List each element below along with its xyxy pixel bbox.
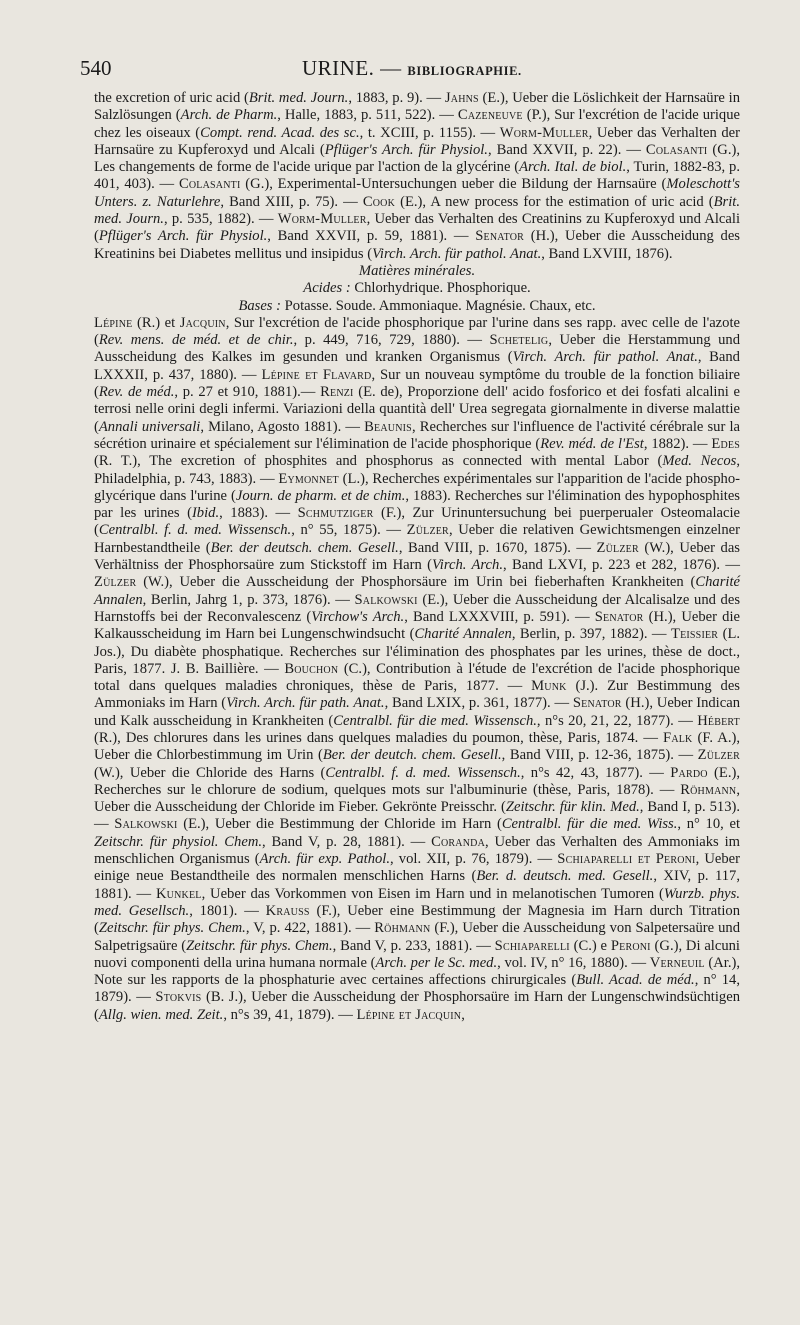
citation-text: , Ueber die relativen Gewichtsmengen einzelner Harnbestandtheile (: [94, 522, 740, 556]
citation-text: (F. A.), Ueber die Chlorbestimmung im Urin (: [94, 729, 740, 764]
journal-title: Centralbl. f. d. med. Wissensch.: [325, 764, 521, 781]
author-name: Krauss: [265, 902, 310, 919]
author-name: Beaunis: [364, 418, 412, 435]
citation-text: (E.), A new process for the estimation of uric acid (: [395, 193, 714, 210]
author-name: Lépine et Jacquin: [356, 1006, 462, 1023]
journal-title: Med. Necos: [662, 453, 737, 470]
journal-title: Bull. Acad. de méd.: [576, 972, 695, 989]
citation-text: (L. Jos.), Du diabète phosphatique. Recherches sur l'élimination des phosphates par les urines, thèse de doct., Paris, 1877. J. B. Baillière. —: [94, 626, 741, 677]
citation-text: (R.), Des chlorures dans les urines dans quelques maladies du poumon, thèse, Paris, 1874. —: [94, 729, 664, 746]
citation-text: , Recherches sur l'influence de l'activité cérébrale sur la sécrétion urinaire et spécialement sur l'élimination de l'acide phosphorique (: [94, 418, 741, 452]
author-name: Schiaparelli et Peroni: [557, 851, 696, 868]
citation-text: the excretion of uric acid (: [94, 90, 249, 106]
author-name: Edes: [711, 435, 740, 452]
citation-text: , XIV, p. 117, 1881). —: [94, 868, 740, 902]
bibliography-paragraph-uric-acid: [94, 90, 740, 263]
journal-title: Centralbl. f. d. med. Wissensch.: [98, 522, 292, 539]
author-name: Kunkel: [155, 885, 202, 902]
author-name: Munk: [531, 678, 567, 695]
citation-text: (E. de), Proporzione dell' acido fosforico et dei fosfati alcalini e terrosi nelle orini degli infermi. Variazioni della quantità dell' Urea segregata giornalmente in diverse malattie (: [94, 384, 740, 435]
author-name: Peroni: [610, 937, 651, 954]
bases-label: Bases :: [238, 297, 281, 314]
citation-text: (H.), Ueber die Ausscheidung des Kreatinins bei Diabetes mellitus und insipidus (: [94, 228, 740, 262]
author-name: Zülzer: [94, 574, 137, 591]
citation-text: , t. XCIII, p. 1155). —: [359, 124, 500, 141]
journal-title: Ber. der deutch. chem. Gesell.: [322, 747, 502, 764]
journal-title: Charité Annalen: [94, 574, 740, 608]
citation-text: , Band VIII, p. 12-36, 1875). —: [501, 747, 698, 764]
journal-title: Ibid.: [191, 505, 220, 522]
journal-title: Ber. d. deutsch. med. Gesell.: [476, 868, 654, 885]
citation-text: , Band LXXXII, p. 437, 1880). —: [94, 349, 740, 383]
citation-text: , Ueber das Verhalten des Creatinins zu Kupferoxyd und Alcali (: [94, 211, 740, 245]
journal-title: Virch. Arch. für path. Anat.: [226, 695, 385, 712]
citation-text: ,: [461, 1006, 465, 1023]
journal-title: Pflüger's Arch. für Physiol.: [324, 141, 488, 158]
journal-title: Pflüger's Arch. für Physiol.: [98, 228, 268, 245]
journal-title: Brit. med. Journ.: [94, 193, 740, 228]
citation-text: (F.), Ueber eine Bestimmung der Magnesia im Harn durch Titration (: [94, 902, 740, 937]
journal-title: Virch. Arch. für pathol. Anat.: [372, 245, 542, 262]
citation-text: , Band LXIX, p. 361, 1877). —: [384, 695, 573, 712]
author-name: Coranda: [431, 833, 485, 850]
citation-text: , Ueber das Verhalten des Ammoniaks im menschlichen Organismus (: [94, 833, 741, 868]
section-heading: Matières minérales.: [358, 262, 476, 279]
citation-text: (F.), Zur Urinuntersuchung bei puerperualer Osteomalacie (: [94, 505, 740, 539]
author-name: Lépine: [94, 314, 133, 331]
citation-text: , p. 535, 1882). —: [163, 211, 278, 228]
acides-line: [94, 280, 740, 297]
journal-title: Ber. der deutsch. chem. Gesell.: [210, 539, 399, 556]
citation-text: , p. 27 et 910, 1881).—: [174, 384, 321, 401]
bibliography-paragraph-minerals: [94, 315, 740, 1024]
citation-text: (G.), Les changements de forme de l'acide urique par l'action de la glycérine (: [94, 141, 740, 176]
journal-title: Arch. per le Sc. med.: [375, 954, 498, 971]
citation-text: , Milano, Agosto 1881). —: [200, 418, 365, 435]
citation-text: (H.), Ueber die Kalkausscheidung im Harn bei Lungenschwindsucht (: [94, 608, 740, 643]
citation-text: , Band LXVI, p. 223 et 282, 1876). —: [502, 557, 740, 574]
journal-title: Annali universali: [98, 418, 201, 435]
citation-text: , Berlin, p. 397, 1882). —: [511, 626, 671, 643]
citation-text: , Band VIII, p. 1670, 1875). —: [398, 539, 597, 556]
journal-title: Rev. de méd.: [98, 384, 175, 401]
journal-title: Allg. wien. med. Zeit.: [98, 1006, 224, 1023]
citation-text: (F.), Ueber die Ausscheidung von Salpetersaüre und Salpetrigsaüre (: [94, 920, 740, 954]
citation-text: , n°s 39, 41, 1879). —: [223, 1006, 357, 1023]
running-title-sub: BIBLIOGRAPHIE.: [407, 64, 522, 78]
author-name: Lépine et Flavard: [261, 366, 372, 383]
citation-text: , Band XXVII, p. 22). —: [487, 141, 646, 158]
citation-text: (E.), Ueber die Bestimmung der Chloride im Harn (: [177, 816, 502, 833]
citation-text: (E.), Ueber die Löslichkeit der Harnsaüre in Salzlösungen (: [94, 90, 741, 124]
journal-title: Rev. mens. de méd. et de chir.: [98, 332, 294, 349]
citation-text: (R. T.), The excretion of phosphites and phosphorus as connected with mental Labor (: [94, 453, 663, 470]
citation-text: (C.), Contribution à l'étude de l'excrétion de l'acide phosphorique total dans quelques maladies chroniques, thèse de Paris, 1877. —: [94, 660, 740, 695]
author-name: Verneuil: [649, 954, 705, 971]
author-name: Salkowski: [354, 591, 418, 608]
author-name: Jahns: [444, 90, 479, 106]
citation-text: , n° 10, et: [677, 816, 740, 833]
author-name: Jacquin: [179, 314, 226, 331]
author-name: Falk: [663, 729, 693, 746]
citation-text: (E.), Ueber die Ausscheidung der Alcalisalze und des Harnstoffs bei der Reconvalescenz (: [94, 591, 740, 625]
citation-text: , Ueber einige neue Bestandtheile des normalen menschlichen Harns (: [94, 851, 740, 885]
citation-text: , V, p. 422, 1881). —: [245, 920, 375, 937]
citation-text: , 1801). —: [189, 902, 266, 919]
author-name: Worm-Muller: [499, 124, 589, 141]
author-name: Zülzer: [406, 522, 449, 539]
author-name: Colasanti: [645, 141, 708, 158]
journal-title: Zeitschr. für phys. Chem.: [98, 920, 246, 937]
author-name: Röhmann: [680, 781, 737, 798]
citation-text: , Ueber das Vorkommen von Eisen im Harn und in melanotischen Tumoren (: [201, 885, 664, 902]
bases-text: Potasse. Soude. Ammoniaque. Magnésie. Chaux, etc.: [284, 297, 596, 314]
author-name: Senator: [572, 695, 622, 712]
author-name: Teissier: [670, 626, 719, 643]
journal-title: Compt. rend. Acad. des sc.: [200, 124, 360, 141]
author-name: Zülzer: [596, 539, 639, 556]
author-name: Zülzer: [697, 747, 740, 764]
bibliography-body: [94, 90, 740, 1024]
citation-text: (P.), Sur l'excrétion de l'acide urique chez les oiseaux (: [94, 107, 740, 141]
page-number: 540: [80, 56, 112, 80]
citation-text: (J.). Zur Bestimmung des Ammoniaks im Harn (: [94, 678, 740, 712]
citation-text: (G.), Di alcuni nuovi componenti della urina humana normale (: [94, 937, 740, 971]
acides-text: Chlorhydrique. Phosphorique.: [354, 280, 531, 297]
citation-text: (R.) et: [132, 314, 180, 331]
citation-text: (L.), Recherches expérimentales sur l'apparition de l'acide phospho-glycérique dans l'urine (: [94, 470, 741, 504]
author-name: Cazeneuve: [457, 107, 523, 124]
author-name: Colasanti: [178, 176, 241, 193]
journal-title: Zeitschr. für phys. Chem.: [186, 937, 333, 954]
citation-text: , Philadelphia, p. 743, 1883). —: [94, 453, 740, 487]
running-title: [302, 56, 522, 81]
citation-text: , 1883). —: [219, 505, 298, 522]
citation-text: (E.), Recherches sur le chlorure de sodium, quelques mots sur l'albuminurie (thèse, Paris, 1878). —: [94, 764, 740, 798]
journal-title: Arch. für exp. Pathol.: [259, 851, 391, 868]
citation-text: , Band V, p. 233, 1881). —: [332, 937, 495, 954]
author-name: Senator: [594, 608, 644, 625]
citation-text: , Band LXXXVIII, p. 591). —: [404, 608, 595, 625]
citation-text: , Ueber das Verhalten der Harnsaüre zu Kupferoxyd und Alcali (: [94, 124, 741, 158]
journal-title: Centralbl. für die med. Wiss.: [501, 816, 678, 833]
citation-text: (W.), Ueber die Chloride des Harns (: [94, 764, 326, 781]
running-title-main: URINE.: [302, 56, 375, 80]
citation-text: , Sur un nouveau symptôme du trouble de la fonction biliaire (: [94, 366, 740, 401]
author-name: Cook: [362, 193, 396, 210]
citation-text: , n° 55, 1875). —: [291, 522, 407, 539]
author-name: Eymonnet: [278, 470, 339, 487]
citation-text: , Ueber die Herstammung und Ausscheidung des Kalkes im gesunden und kranken Organismus (: [94, 332, 741, 366]
author-name: Bouchon: [284, 660, 339, 677]
author-name: Pardo: [670, 764, 708, 781]
citation-text: , 1883). Recherches sur l'élimination des hypophosphites par les urines (: [94, 487, 740, 522]
citation-text: (B. J.), Ueber die Ausscheidung der Phosphorsaüre im Harn der Lungenschwindsüchtigen (: [94, 989, 740, 1023]
citation-text: , Ueber die Ausscheidung der Chloride im Fieber. Gekrönte Preisschr. (: [94, 781, 740, 816]
citation-text: , vol. IV, n° 16, 1880). —: [497, 954, 650, 971]
journal-title: Arch. Ital. de biol.: [519, 159, 627, 176]
citation-text: (H.), Ueber Indican und Kalk ausscheidung in Krankheiten (: [94, 695, 740, 729]
citation-text: , Band V, p. 28, 1881). —: [262, 833, 432, 850]
running-title-separator: —: [380, 56, 402, 80]
journal-title: Arch. de Pharm.: [180, 107, 278, 124]
journal-title: Zeitschr. für physiol. Chem.: [94, 833, 263, 850]
author-name: Schetelig: [489, 332, 549, 349]
citation-text: , n°s 42, 43, 1877). —: [520, 764, 671, 781]
citation-text: , vol. XII, p. 76, 1879). —: [390, 851, 558, 868]
author-name: Worm-Muller: [277, 211, 367, 228]
citation-text: , n° 14, 1879). —: [94, 972, 740, 1006]
author-name: Salkowski: [114, 816, 178, 833]
citation-text: (W.), Ueber die Ausscheidung der Phosphorsäure im Urin bei fieberhaften Krankheiten (: [136, 574, 696, 591]
citation-text: , Band XXVII, p. 59, 1881). —: [267, 228, 476, 245]
bases-line: [94, 298, 740, 315]
citation-text: , Band XIII, p. 75). —: [220, 193, 363, 210]
journal-title: Virchow's Arch.: [311, 608, 405, 625]
author-name: Stokvis: [155, 989, 202, 1006]
journal-title: Virch. Arch. für pathol. Anat.: [512, 349, 698, 366]
citation-text: , 1882). —: [643, 435, 712, 452]
citation-text: , Band LXVIII, 1876).: [541, 245, 673, 262]
citation-text: , Band I, p. 513). —: [94, 799, 740, 833]
page-header: [80, 56, 740, 86]
journal-title: Charité Annalen: [414, 626, 512, 643]
author-name: Schiaparelli: [494, 937, 570, 954]
citation-text: , n°s 20, 21, 22, 1877). —: [536, 712, 698, 729]
author-name: Hébert: [697, 712, 740, 729]
journal-title: Rev. méd. de l'Est: [540, 435, 644, 452]
journal-title: Centralbl. für die med. Wissensch.: [333, 712, 537, 729]
acides-label: Acides :: [303, 280, 351, 297]
journal-title: Journ. de pharm. et de chim.: [235, 487, 406, 504]
citation-text: , p. 449, 716, 729, 1880). —: [293, 332, 490, 349]
journal-title: Virch. Arch.: [431, 557, 503, 574]
author-name: Schmutziger: [297, 505, 374, 522]
citation-text: , Turin, 1882-83, p. 401, 403). —: [94, 159, 740, 193]
journal-title: Wurzb. phys. med. Gesellsch.: [94, 885, 740, 919]
journal-title: Brit. med. Journ.: [248, 90, 349, 106]
citation-text: (G.), Experimental-Untersuchungen ueber die Bildung der Harnsaüre (: [240, 176, 667, 193]
citation-text: (Ar.), Note sur les rapports de la phosphaturie avec certaines affections chirurgicales (: [94, 954, 740, 989]
journal-title: Zeitschr. für klin. Med.: [505, 799, 640, 816]
citation-text: (C.) e: [569, 937, 611, 954]
author-name: Röhmann: [374, 920, 431, 937]
author-name: Senator: [475, 228, 525, 245]
journal-title: Moleschott's Unters. z. Naturlehre: [94, 176, 740, 210]
citation-text: , 1883, p. 9). —: [348, 90, 445, 106]
author-name: Renzi: [320, 384, 354, 401]
citation-text: , Halle, 1883, p. 511, 522). —: [277, 107, 458, 124]
citation-text: , Berlin, Jahrg 1, p. 373, 1876). —: [142, 591, 355, 608]
citation-text: , Sur l'excrétion de l'acide phosphorique par l'urine dans ses rapp. avec celle de l'azote (: [94, 314, 740, 349]
citation-text: (W.), Ueber das Verhältniss der Phosphorsaüre zum Stickstoff im Harn (: [94, 539, 740, 574]
